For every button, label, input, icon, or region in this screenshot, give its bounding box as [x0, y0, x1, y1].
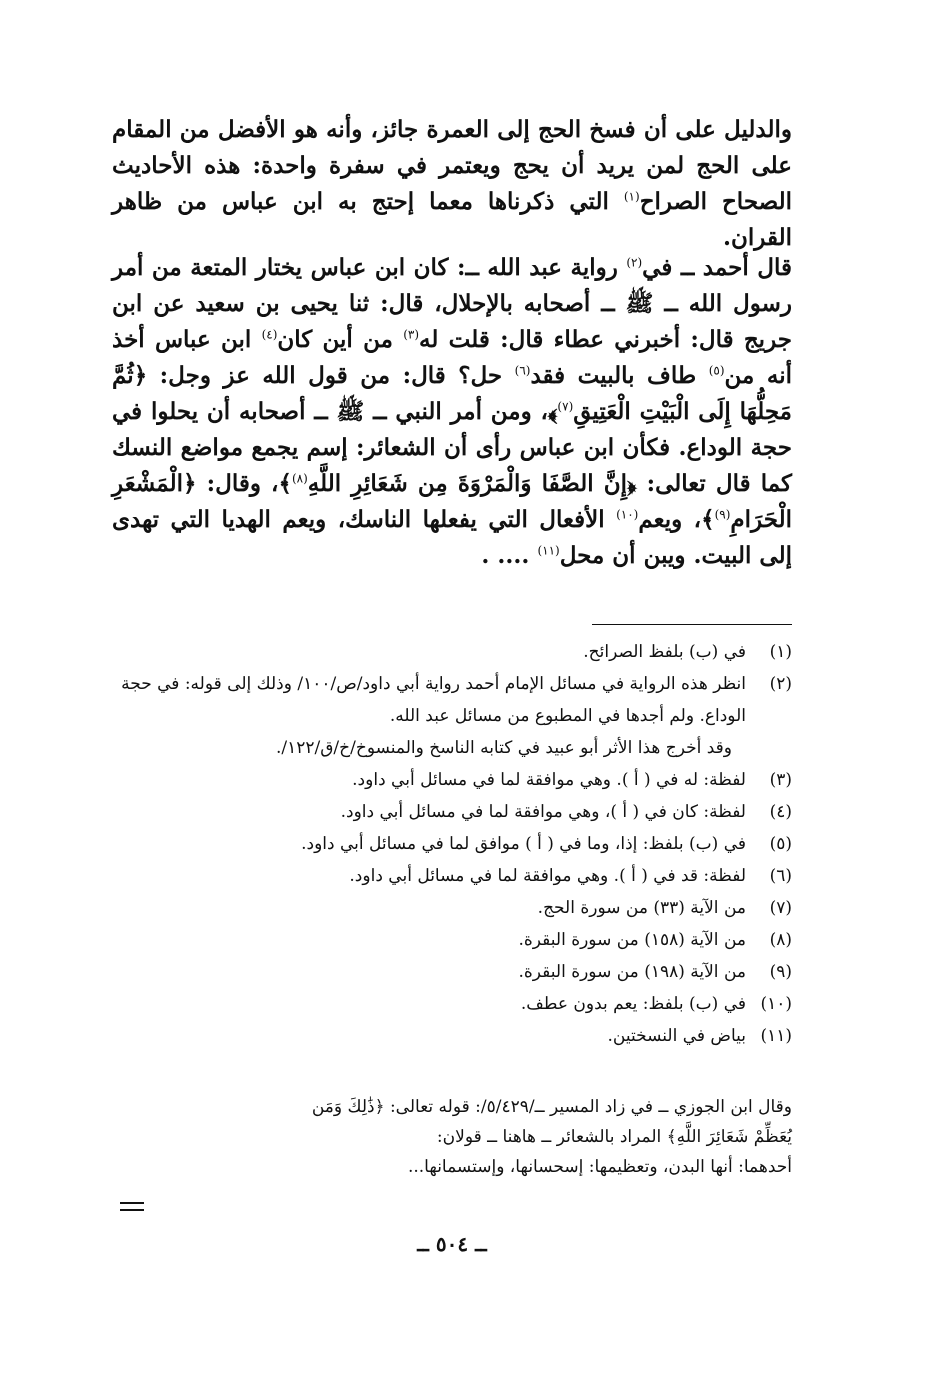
footnote-ref-6: (٦)	[514, 363, 531, 378]
main-paragraph-2	[112, 250, 792, 574]
footnote-ref-7: (٧)	[557, 399, 574, 414]
footnote-number: (١١)	[760, 1026, 792, 1046]
p2-text: ابن عباس أخذ أنه من	[112, 326, 792, 389]
footnote-number: (٥)	[769, 834, 792, 854]
footnotes	[112, 636, 792, 1052]
footnote-text: لفظة: قد في ( أ ). وهي موافقة لما في مسائل أبي داود.	[349, 866, 746, 886]
p2-text: قال أحمد ــ في	[642, 254, 792, 281]
page-number: ــ ٥٠٤ ــ	[417, 1232, 487, 1256]
footnote-number: (٢)	[769, 674, 792, 694]
footnote-number: (١٠)	[760, 994, 792, 1014]
ibn-jawzi-line-2: يُعَظِّمْ شَعَائِرَ اللَّهِ﴾ المراد بالشعائر ــ هاهنا ــ قولان:	[436, 1127, 792, 1147]
main-paragraph-1	[112, 112, 792, 256]
footnote-text: انظر هذه الرواية في مسائل الإمام أحمد رواية أبي داود/ص/١٠٠/ وذلك إلى قوله: في حجة الوداع. ولم أجدها في المطبوع من مسائل عبد الله.	[121, 674, 746, 726]
footnote	[112, 828, 792, 860]
quran-verse: ﴿الْمَشْعَرِ الْحَرَامِ	[112, 470, 792, 533]
footnote-number: (٤)	[769, 802, 792, 822]
ibn-jawzi-note	[112, 1092, 792, 1182]
quran-verse: ﴿إِنَّ الصَّفَا وَالْمَرْوَةَ مِن شَعَائِرِ اللَّهِ	[307, 470, 637, 497]
quran-verse: ﴿ثُمَّ مَحِلُّهَا إِلَى الْبَيْتِ الْعَتِيقِ	[112, 362, 793, 425]
ibn-jawzi-line-3: أحدهما: أنها البدن، وتعظيمها: إسحسانها، وإستسمانها...	[407, 1157, 792, 1177]
p2-text: ﴾، ويعم	[638, 506, 715, 533]
footnote-text: من الآية (١٥٨) من سورة البقرة.	[518, 930, 746, 950]
footnote-text: في (ب) بلفظ الصرائح.	[583, 642, 746, 662]
footnote-ref-11: (١١)	[537, 543, 560, 558]
footnote-ref-8: (٨)	[291, 471, 308, 486]
footnote	[112, 956, 792, 988]
p2-text: الأفعال التي يفعلها الناسك، ويعم الهديا التي تهدى إلى البيت. ويبن أن محل	[112, 506, 792, 569]
footnote-ref-5: (٥)	[708, 363, 725, 378]
footnote-text: من الآية (١٩٨) من سورة البقرة.	[518, 962, 746, 982]
ibn-jawzi-line-1: وقال ابن الجوزي ــ في زاد المسير ــ/٥/٤٢٩/: قوله تعالى: ﴿ذَٰلِكَ وَمَن	[311, 1097, 792, 1117]
footnote	[112, 1020, 792, 1052]
p2-text: ﴾، وقال:	[196, 470, 292, 497]
footnote	[112, 796, 792, 828]
footnote-number: (٩)	[769, 962, 792, 982]
footnote-number: (١)	[769, 642, 792, 662]
footnote-text: في (ب) بلفظ: إذا، وما في ( أ ) موافق لما في مسائل أبي داود.	[301, 834, 746, 854]
footnote	[112, 636, 792, 668]
footnote-text: لفظة: كان في ( أ )، وهي موافقة لما في مسائل أبي داود.	[340, 802, 746, 822]
footnote	[112, 860, 792, 892]
footnote-number: (٨)	[769, 930, 792, 950]
footnote	[112, 924, 792, 956]
footnote-number: (٦)	[769, 866, 792, 886]
footnote	[112, 668, 792, 764]
footnote-ref-2: (٢)	[626, 255, 643, 270]
footnote-body	[112, 668, 746, 764]
footnote-ref-4: (٤)	[261, 327, 278, 342]
footnote-text: بياض في النسختين.	[607, 1026, 746, 1046]
footnote-text: لفظة: له في ( أ ). وهي موافقة لما في مسائل أبي داود.	[352, 770, 746, 790]
footnote	[112, 892, 792, 924]
p2-text: .... .	[481, 542, 538, 569]
footnote	[112, 988, 792, 1020]
footnote-ref-9: (٩)	[714, 507, 731, 522]
paragraph-1-text: والدليل على أن فسخ الحج إلى العمرة جائز، وأنه هو الأفضل من المقام على الحج لمن يريد أن يحج ويعتمر في سفرة واحدة: هذه الأحاديث الصحاح الصراح	[112, 116, 793, 215]
footnote	[112, 764, 792, 796]
footnote-number: (٧)	[769, 898, 792, 918]
p2-text: طاف بالبيت فقد	[530, 362, 709, 389]
double-rule-mark	[120, 1202, 144, 1211]
p2-text: رواية عبد الله ــ: كان ابن عباس يختار المتعة من أمر رسول الله ــ ﷺ ــ أصحابه بالإحلال، قال: ثنا يحيى بن سعيد عن ابن جريج قال: أخبرني عطاء قال: قلت له	[112, 254, 792, 353]
p2-text: حل؟ قال: من قول الله عز وجل:	[147, 362, 515, 389]
footnote-ref-10: (١٠)	[616, 507, 639, 522]
footnote-ref-1: (١)	[623, 189, 640, 204]
p2-text: ﴾، ومن أمر النبي ــ ﷺ ــ أصحابه أن يحلوا في حجة الوداع. فكأن ابن عباس رأى أن الشعائر: إسم يجمع مواضع النسك كما قال تعالى:	[112, 398, 793, 497]
p2-text: من أين كان	[277, 326, 404, 353]
footnote-extra-text: وقد أخرج هذا الأثر أبو عبيد في كتابه الناسخ والمنسوخ/خ/ق/١٢٢/.	[275, 738, 732, 758]
footnote-number: (٣)	[769, 770, 792, 790]
footnote-text: من الآية (٣٣) من سورة الحج.	[537, 898, 746, 918]
footnote-separator	[592, 624, 792, 625]
footnote-ref-3: (٣)	[403, 327, 420, 342]
footnote-text: في (ب) بلفظ: يعم بدون عطف.	[520, 994, 746, 1014]
paragraph-1-text-end: التي ذكرناها معما إحتج به ابن عباس من ظاهر القران.	[112, 188, 792, 251]
